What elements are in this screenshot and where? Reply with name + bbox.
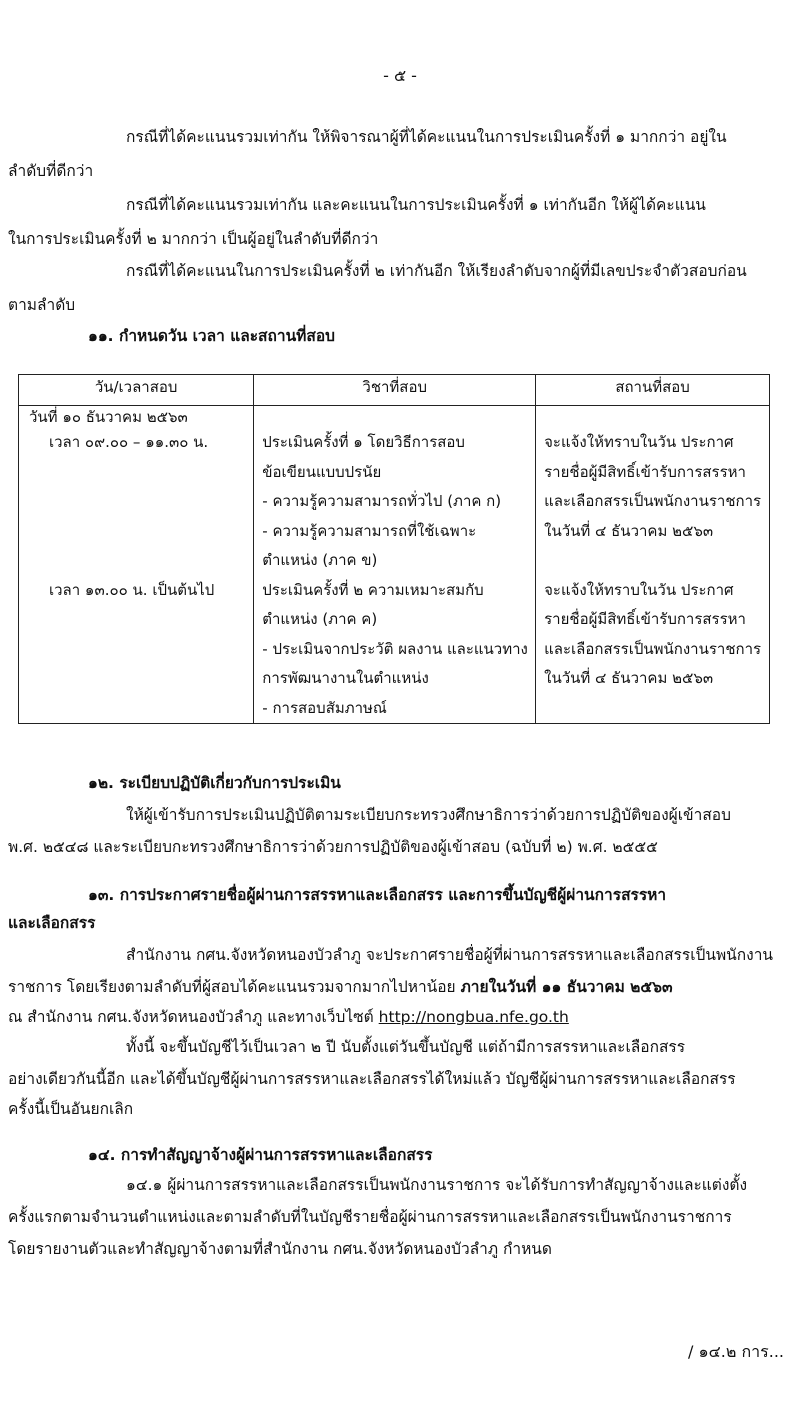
- exam-schedule-table: [18, 374, 770, 724]
- section-13-line: [8, 1000, 790, 1034]
- section-13-line: [8, 970, 790, 1004]
- session-1-place-line: รายชื่อผู้มีสิทธิ์เข้ารับการสรรหา: [544, 462, 746, 481]
- intro-line: กรณีที่ได้คะแนนรวมเท่ากัน ให้พิจารณาผู้ที่ได้คะแนนในการประเมินครั้งที่ ๑ มากกว่า อยู่ใน: [126, 128, 727, 146]
- intro-line: ลำดับที่ดีกว่า: [8, 162, 94, 180]
- section-14-heading: ๑๔. การทำสัญญาจ้างผู้ผ่านการสรรหาและเลือกสรร: [88, 1146, 433, 1164]
- subject-cell: [254, 406, 536, 724]
- section-13-line: อย่างเดียวกันนี้อีก และได้ขึ้นบัญชีผู้ผ่านการสรรหาและเลือกสรรได้ใหม่แล้ว บัญชีผู้ผ่านการสรรหาและเลือกสรร: [8, 1070, 736, 1088]
- session-2-time: เวลา ๑๓.๐๐ น. เป็นต้นไป: [49, 580, 215, 599]
- section-12-heading: ๑๒. ระเบียบปฏิบัติเกี่ยวกับการประเมิน: [88, 774, 341, 792]
- section-14-line: ๑๔.๑ ผู้ผ่านการสรรหาและเลือกสรรเป็นพนักงานราชการ จะได้รับการทำสัญญาจ้างและแต่งตั้ง: [126, 1176, 748, 1194]
- table-row: [19, 406, 770, 724]
- section-13-line: สำนักงาน กศน.จังหวัดหนองบัวลำภู จะประกาศรายชื่อผู้ที่ผ่านการสรรหาและเลือกสรรเป็นพนักงาน: [126, 946, 774, 964]
- session-1-subject-line: ตำแหน่ง (ภาค ข): [262, 551, 378, 569]
- header-place: สถานที่สอบ: [536, 375, 770, 406]
- session-2-subject-line: ประเมินครั้งที่ ๒ ความเหมาะสมกับ: [262, 580, 484, 599]
- place-cell: [536, 406, 770, 724]
- header-date-time: วัน/เวลาสอบ: [19, 375, 254, 406]
- exam-date: วันที่ ๑๐ ธันวาคม ๒๕๖๓: [29, 408, 188, 426]
- intro-line: กรณีที่ได้คะแนนในการประเมินครั้งที่ ๒ เท่ากันอีก ให้เรียงลำดับจากผู้ที่มีเลขประจำตัวสอบก่อน: [126, 262, 747, 280]
- intro-line: กรณีที่ได้คะแนนรวมเท่ากัน และคะแนนในการประเมินครั้งที่ ๑ เท่ากันอีก ให้ผู้ได้คะแนน: [126, 196, 706, 214]
- session-2-subject-line: ตำแหน่ง (ภาค ค): [262, 610, 378, 628]
- announcement-deadline: ภายในวันที่ ๑๑ ธันวาคม ๒๕๖๓: [460, 978, 673, 996]
- session-2-place-line: และเลือกสรรเป็นพนักงานราชการ: [544, 639, 762, 658]
- session-1-place-line: ในวันที่ ๔ ธันวาคม ๒๕๖๓: [544, 521, 714, 540]
- session-1-subject-line: - ความรู้ความสามารถทั่วไป (ภาค ก): [262, 492, 502, 510]
- section-12-line: พ.ศ. ๒๕๔๘ และระเบียบกะทรวงศึกษาธิการว่าด้วยการปฏิบัติของผู้เข้าสอบ (ฉบับที่ ๒) พ.ศ. ๒๕๕๕: [8, 838, 658, 856]
- section-13-line: ทั้งนี้ จะขึ้นบัญชีไว้เป็นเวลา ๒ ปี นับตั้งแต่วันขึ้นบัญชี แต่ถ้ามีการสรรหาและเลือกสรร: [126, 1038, 686, 1056]
- session-2-subject-line: - การสอบสัมภาษณ์: [262, 698, 387, 717]
- section-13-line: ครั้งนี้เป็นอันยกเลิก: [8, 1100, 134, 1118]
- section-12-line: ให้ผู้เข้ารับการประเมินปฏิบัติตามระเบียบกระทรวงศึกษาธิการว่าด้วยการปฏิบัติของผู้เข้าสอบ: [126, 806, 731, 824]
- section-11-heading: ๑๑. กำหนดวัน เวลา และสถานที่สอบ: [88, 327, 336, 345]
- session-2-subject-line: - ประเมินจากประวัติ ผลงาน และแนวทาง: [262, 639, 528, 658]
- table-header-row: [19, 375, 770, 406]
- page-number: - ๕ -: [383, 66, 417, 85]
- website-link[interactable]: http://nongbua.nfe.go.th: [378, 1008, 569, 1026]
- intro-line: ตามลำดับ: [8, 296, 76, 314]
- section-13-heading-cont: และเลือกสรร: [8, 914, 96, 932]
- session-1-place-line: จะแจ้งให้ทราบในวัน ประกาศ: [544, 433, 734, 451]
- session-1-subject-line: ประเมินครั้งที่ ๑ โดยวิธีการสอบ: [262, 433, 465, 451]
- header-subject: วิชาที่สอบ: [254, 375, 536, 406]
- section-14-line: โดยรายงานตัวและทำสัญญาจ้างตามที่สำนักงาน กศน.จังหวัดหนองบัวลำภู กำหนด: [8, 1240, 552, 1258]
- intro-line: ในการประเมินครั้งที่ ๒ มากกว่า เป็นผู้อยู่ในลำดับที่ดีกว่า: [8, 230, 379, 248]
- section-14-line: ครั้งแรกตามจำนวนตำแหน่งและตามลำดับที่ในบัญชีรายชื่อผู้ผ่านการสรรหาและเลือกสรรเป็นพนักงานราชการ: [8, 1208, 732, 1226]
- session-2-subject-line: การพัฒนางานในตำแหน่ง: [262, 669, 429, 687]
- session-2-place-line: จะแจ้งให้ทราบในวัน ประกาศ: [544, 580, 734, 599]
- session-1-place-line: และเลือกสรรเป็นพนักงานราชการ: [544, 492, 762, 510]
- session-2-place-line: ในวันที่ ๔ ธันวาคม ๒๕๖๓: [544, 669, 714, 687]
- section-13-text: ณ สำนักงาน กศน.จังหวัดหนองบัวลำภู และทางเว็บไซต์: [8, 1008, 379, 1026]
- session-1-subject-line: ข้อเขียนแบบปรนัย: [262, 462, 382, 481]
- date-time-cell: [19, 406, 254, 724]
- session-2-place-line: รายชื่อผู้มีสิทธิ์เข้ารับการสรรหา: [544, 610, 746, 628]
- session-1-time: เวลา ๐๙.๐๐ – ๑๑.๓๐ น.: [49, 433, 209, 451]
- section-13-text: ราชการ โดยเรียงตามลำดับที่ผู้สอบได้คะแนนรวมจากมากไปหาน้อย: [8, 978, 461, 996]
- session-1-subject-line: - ความรู้ความสามารถที่ใช้เฉพาะ: [262, 521, 477, 540]
- next-page-marker: / ๑๔.๒ การ...: [688, 1342, 784, 1361]
- section-13-heading: ๑๓. การประกาศรายชื่อผู้ผ่านการสรรหาและเลือกสรร และการขึ้นบัญชีผู้ผ่านการสรรหา: [88, 886, 667, 904]
